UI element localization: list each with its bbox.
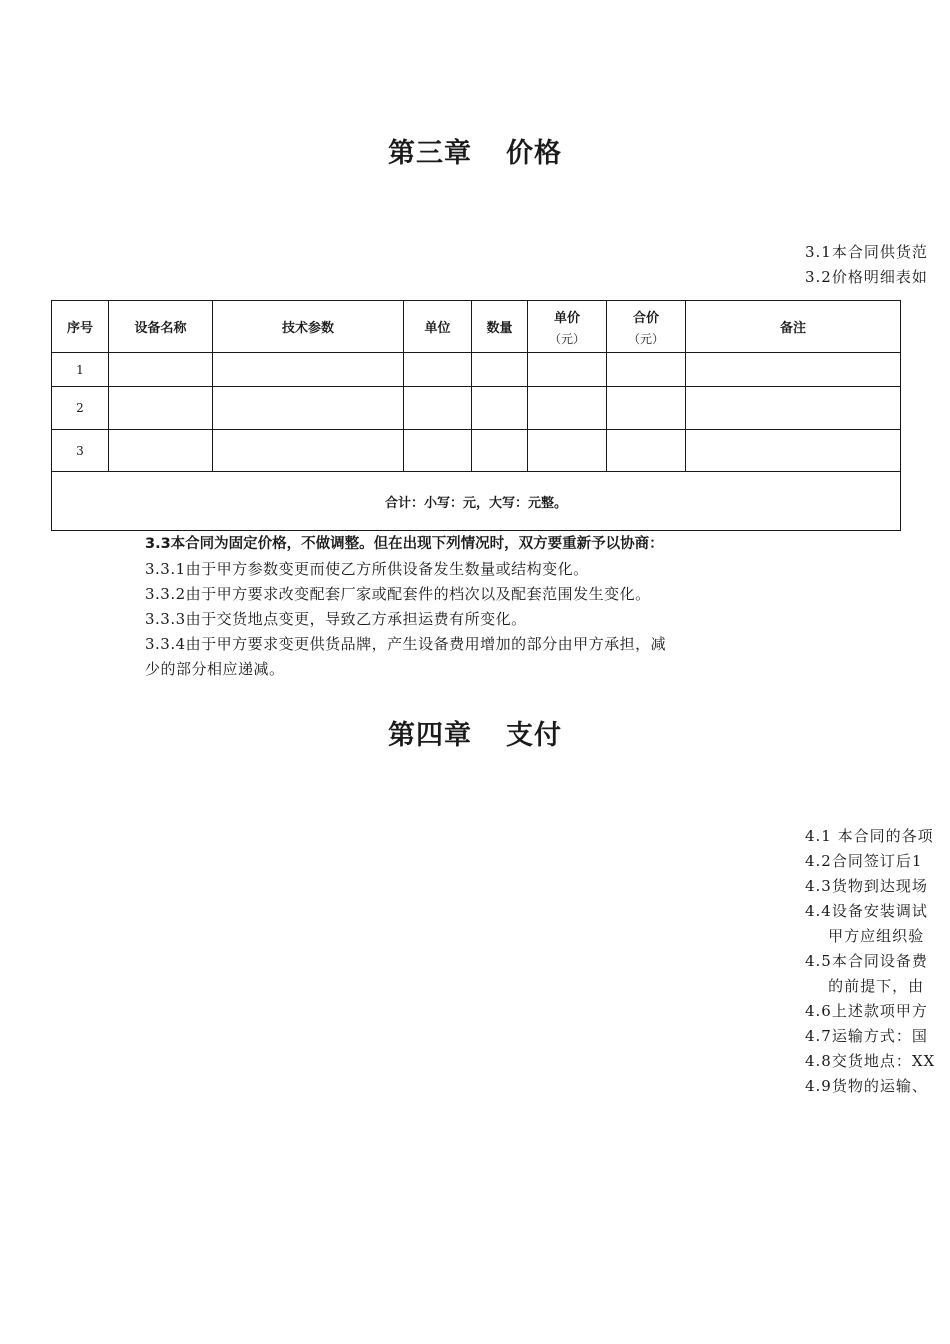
clause-4-2-clipped: 4.2合同签订后1 xyxy=(805,852,923,870)
total-amount-cell: 合计：小写：元，大写：元整。 xyxy=(52,472,901,531)
table-cell xyxy=(109,387,213,430)
table-cell xyxy=(528,353,607,387)
table-cell xyxy=(528,387,607,430)
table-cell xyxy=(472,387,528,430)
row-seq: 3 xyxy=(52,430,109,472)
table-row xyxy=(52,353,901,387)
clause-3-3-2: 3.3.2由于甲方要求改变配套厂家或配套件的档次以及配套范围发生变化。 xyxy=(145,585,651,603)
chapter-4-heading: 支付 xyxy=(506,720,562,751)
price-detail-table xyxy=(51,300,901,531)
table-cell xyxy=(686,387,901,430)
clause-4-6-clipped: 4.6上述款项甲方 xyxy=(805,1002,928,1020)
clause-4-5-clipped: 4.5本合同设备费 xyxy=(805,952,928,970)
clause-3-3: 3.3本合同为固定价格，不做调整。但在出现下列情况时，双方要重新予以协商： xyxy=(145,536,664,552)
table-cell xyxy=(472,353,528,387)
table-cell xyxy=(686,353,901,387)
header-total-price-label: 合价 xyxy=(632,310,659,326)
table-cell xyxy=(404,430,472,472)
chapter-4-title xyxy=(0,713,950,752)
row-seq: 2 xyxy=(52,387,109,430)
clause-3-1-clipped: 3.1本合同供货范 xyxy=(805,243,928,261)
chapter-3-heading: 价格 xyxy=(506,138,562,169)
header-remark: 备注 xyxy=(686,301,901,353)
table-cell xyxy=(213,353,404,387)
header-seq: 序号 xyxy=(52,301,109,353)
header-quantity: 数量 xyxy=(472,301,528,353)
table-cell xyxy=(528,430,607,472)
table-row xyxy=(52,387,901,430)
header-unit-price xyxy=(528,301,607,353)
clause-3-2-clipped: 3.2价格明细表如 xyxy=(805,268,928,286)
table-row xyxy=(52,430,901,472)
header-unit: 单位 xyxy=(404,301,472,353)
table-cell xyxy=(109,430,213,472)
table-cell xyxy=(213,430,404,472)
table-cell xyxy=(607,387,686,430)
clause-4-9-clipped: 4.9货物的运输、 xyxy=(805,1077,928,1095)
header-unit-price-label: 单价 xyxy=(553,310,580,326)
header-tech-params: 技术参数 xyxy=(213,301,404,353)
table-header-row xyxy=(52,301,901,353)
chapter-4-number: 第四章 xyxy=(388,720,472,751)
clause-3-3-1: 3.3.1由于甲方参数变更而使乙方所供设备发生数量或结构变化。 xyxy=(145,560,589,578)
clause-3-3-4-line2: 少的部分相应递减。 xyxy=(145,660,285,678)
table-cell xyxy=(404,353,472,387)
table-cell xyxy=(213,387,404,430)
table-total-row xyxy=(52,472,901,531)
header-total-price xyxy=(607,301,686,353)
table-cell xyxy=(607,353,686,387)
clause-4-8-clipped: 4.8交货地点：XX xyxy=(805,1052,936,1070)
clause-4-7-clipped: 4.7运输方式：国 xyxy=(805,1027,928,1045)
table-cell xyxy=(686,430,901,472)
header-unit-price-currency: （元） xyxy=(548,331,585,346)
clause-4-1-clipped: 4.1 本合同的各项 xyxy=(805,827,934,845)
header-equipment-name: 设备名称 xyxy=(109,301,213,353)
table-cell xyxy=(404,387,472,430)
header-total-price-currency: （元） xyxy=(627,331,664,346)
table-cell xyxy=(109,353,213,387)
clause-4-5-cont-clipped: 的前提下，由 xyxy=(805,977,925,995)
clause-3-3-3: 3.3.3由于交货地点变更，导致乙方承担运费有所变化。 xyxy=(145,610,527,628)
clause-3-3-4-line1: 3.3.4由于甲方要求变更供货品牌，产生设备费用增加的部分由甲方承担，减 xyxy=(145,635,667,653)
table-cell xyxy=(472,430,528,472)
clause-4-4-cont-clipped: 甲方应组织验 xyxy=(805,927,925,945)
clause-4-3-clipped: 4.3货物到达现场 xyxy=(805,877,928,895)
chapter-3-number: 第三章 xyxy=(388,138,472,169)
row-seq: 1 xyxy=(52,353,109,387)
table-cell xyxy=(607,430,686,472)
chapter-3-title xyxy=(0,131,950,170)
clause-4-4-clipped: 4.4设备安装调试 xyxy=(805,902,928,920)
